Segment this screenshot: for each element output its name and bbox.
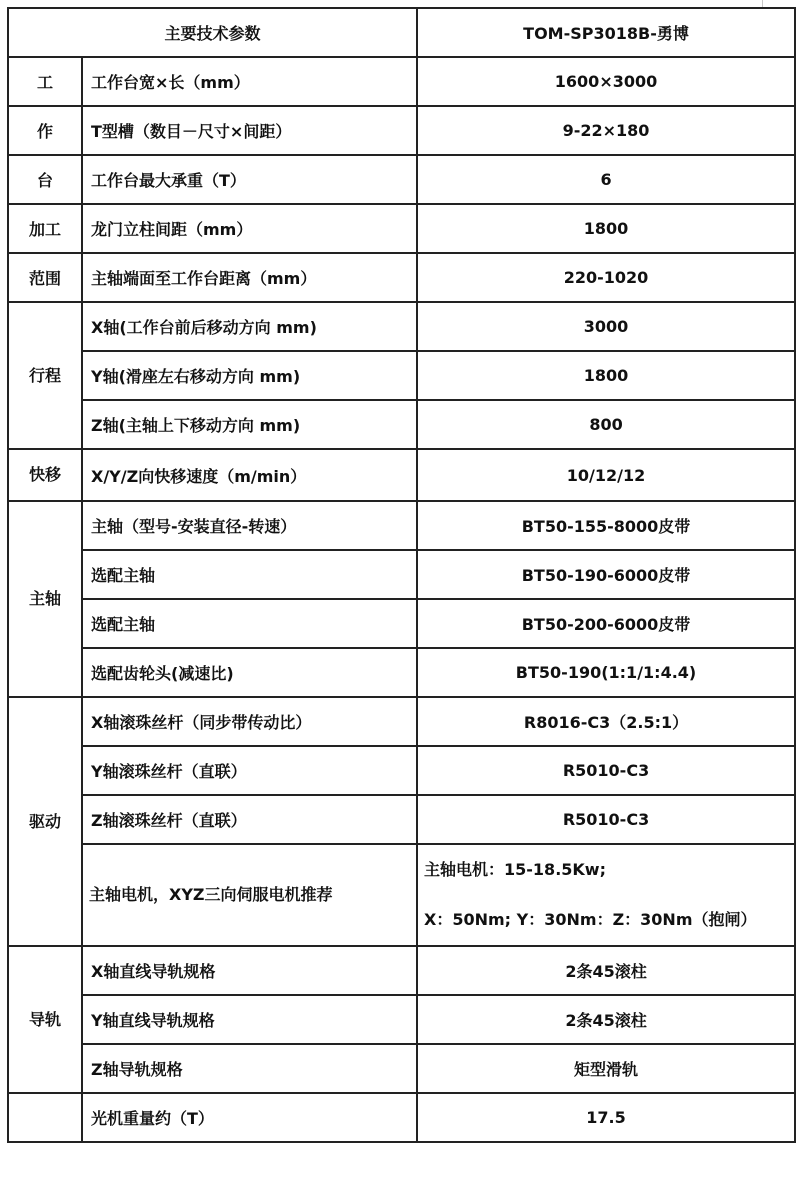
param-label: 主轴电机，XYZ三向伺服电机推荐 bbox=[82, 844, 417, 946]
param-value: 1800 bbox=[417, 204, 795, 253]
group-worktable-2: 作 bbox=[8, 106, 82, 155]
table-row bbox=[8, 1044, 795, 1093]
table-row bbox=[8, 155, 795, 204]
param-value: 17.5 bbox=[417, 1093, 795, 1142]
header-row bbox=[8, 8, 795, 57]
param-value: 9-22×180 bbox=[417, 106, 795, 155]
param-label: Z轴导轨规格 bbox=[82, 1044, 417, 1093]
param-label: 选配主轴 bbox=[82, 550, 417, 599]
param-label: Y轴滚珠丝杆（直联） bbox=[82, 746, 417, 795]
table-row bbox=[8, 106, 795, 155]
page-edge-mark bbox=[762, 0, 763, 7]
table-row bbox=[8, 795, 795, 844]
group-empty bbox=[8, 1093, 82, 1142]
param-value: BT50-155-8000皮带 bbox=[417, 501, 795, 550]
table-title: 主要技术参数 bbox=[8, 8, 417, 57]
motor-spindle-value: 主轴电机：15-18.5Kw; bbox=[424, 860, 606, 879]
group-guide: 导轨 bbox=[8, 946, 82, 1093]
param-value: 2条45滚柱 bbox=[417, 946, 795, 995]
group-range-1: 加工 bbox=[8, 204, 82, 253]
table-row bbox=[8, 253, 795, 302]
table-row bbox=[8, 501, 795, 550]
param-label: Z轴(主轴上下移动方向 mm) bbox=[82, 400, 417, 449]
param-value: 6 bbox=[417, 155, 795, 204]
param-label: X轴(工作台前后移动方向 mm) bbox=[82, 302, 417, 351]
param-label: Y轴直线导轨规格 bbox=[82, 995, 417, 1044]
param-label: 光机重量约（T） bbox=[82, 1093, 417, 1142]
param-value: 2条45滚柱 bbox=[417, 995, 795, 1044]
param-value: R8016-C3（2.5:1） bbox=[417, 697, 795, 746]
table-row bbox=[8, 995, 795, 1044]
param-value: 1800 bbox=[417, 351, 795, 400]
group-range-2: 范围 bbox=[8, 253, 82, 302]
param-value: 10/12/12 bbox=[417, 449, 795, 501]
param-value-multiline bbox=[417, 844, 795, 946]
table-row bbox=[8, 204, 795, 253]
param-value: R5010-C3 bbox=[417, 746, 795, 795]
param-label: 工作台宽×长（mm） bbox=[82, 57, 417, 106]
table-row bbox=[8, 648, 795, 697]
param-value: 220-1020 bbox=[417, 253, 795, 302]
param-label: 工作台最大承重（T） bbox=[82, 155, 417, 204]
group-worktable-3: 台 bbox=[8, 155, 82, 204]
param-value: 3000 bbox=[417, 302, 795, 351]
param-label: X轴直线导轨规格 bbox=[82, 946, 417, 995]
param-label: 龙门立柱间距（mm） bbox=[82, 204, 417, 253]
table-row bbox=[8, 599, 795, 648]
table-row bbox=[8, 400, 795, 449]
param-label: 主轴端面至工作台距离（mm） bbox=[82, 253, 417, 302]
table-row bbox=[8, 946, 795, 995]
table-row bbox=[8, 449, 795, 501]
table-row bbox=[8, 1093, 795, 1142]
param-value: BT50-190-6000皮带 bbox=[417, 550, 795, 599]
table-row bbox=[8, 302, 795, 351]
param-label: X轴滚珠丝杆（同步带传动比） bbox=[82, 697, 417, 746]
table-row bbox=[8, 697, 795, 746]
group-drive: 驱动 bbox=[8, 697, 82, 946]
param-label: T型槽（数目－尺寸×间距） bbox=[82, 106, 417, 155]
param-value: 800 bbox=[417, 400, 795, 449]
param-label: 主轴（型号-安装直径-转速） bbox=[82, 501, 417, 550]
param-value: R5010-C3 bbox=[417, 795, 795, 844]
table-row bbox=[8, 57, 795, 106]
param-value: 矩型滑轨 bbox=[417, 1044, 795, 1093]
table-row bbox=[8, 746, 795, 795]
table-row bbox=[8, 550, 795, 599]
param-label: 选配主轴 bbox=[82, 599, 417, 648]
param-value: 1600×3000 bbox=[417, 57, 795, 106]
table-row bbox=[8, 844, 795, 946]
param-label: X/Y/Z向快移速度（m/min） bbox=[82, 449, 417, 501]
group-worktable-1: 工 bbox=[8, 57, 82, 106]
group-spindle: 主轴 bbox=[8, 501, 82, 697]
param-label: Y轴(滑座左右移动方向 mm) bbox=[82, 351, 417, 400]
model-name: TOM-SP3018B-勇博 bbox=[417, 8, 795, 57]
param-value: BT50-190(1:1/1:4.4) bbox=[417, 648, 795, 697]
param-value: BT50-200-6000皮带 bbox=[417, 599, 795, 648]
group-rapid: 快移 bbox=[8, 449, 82, 501]
group-travel: 行程 bbox=[8, 302, 82, 449]
param-label: Z轴滚珠丝杆（直联） bbox=[82, 795, 417, 844]
motor-servo-value: X：50Nm; Y：30Nm：Z：30Nm（抱闸） bbox=[424, 910, 757, 929]
param-label: 选配齿轮头(减速比) bbox=[82, 648, 417, 697]
spec-table bbox=[7, 7, 796, 1143]
table-row bbox=[8, 351, 795, 400]
